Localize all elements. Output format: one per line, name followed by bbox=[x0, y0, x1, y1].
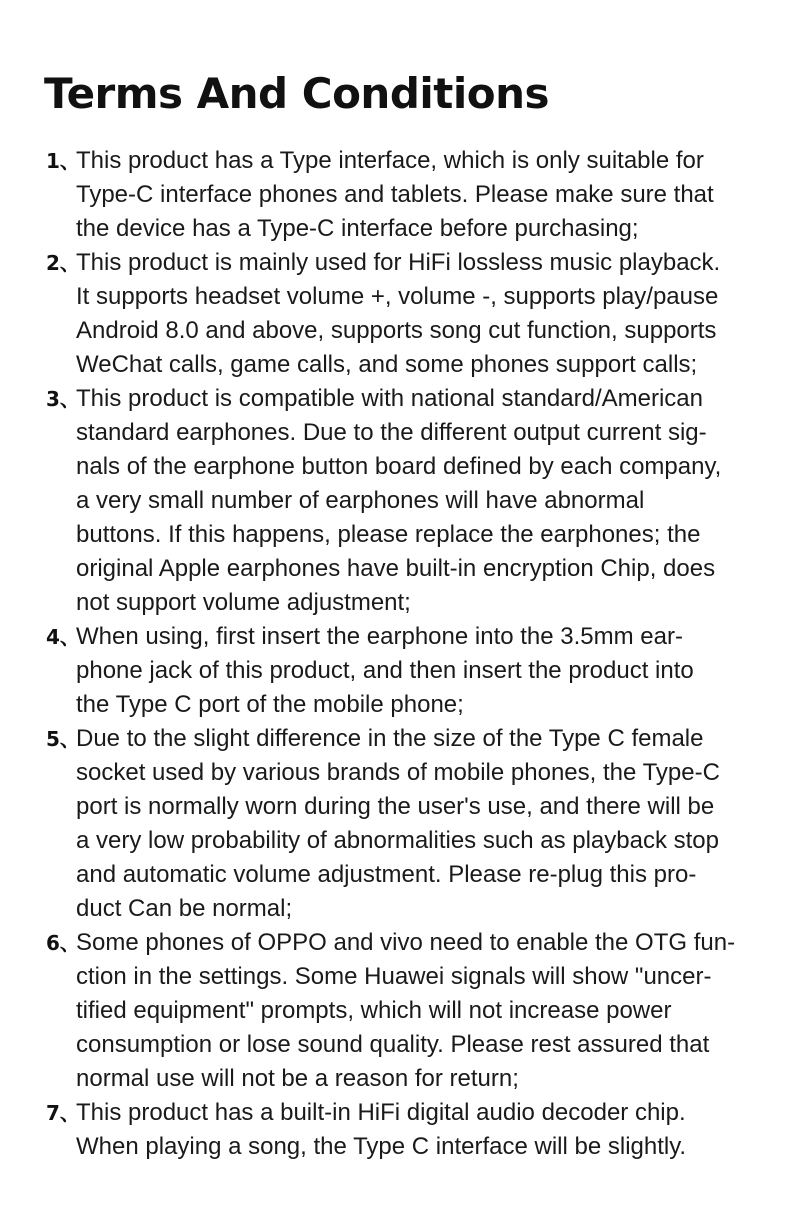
term-line: not support volume adjustment; bbox=[76, 589, 411, 616]
term-line: buttons. If this happens, please replace the earphones; the bbox=[76, 521, 701, 548]
term-line: WeChat calls, game calls, and some phones support calls; bbox=[76, 351, 698, 378]
term-number: 3、 bbox=[46, 387, 80, 411]
term-line: This product has a built-in HiFi digital audio decoder chip. bbox=[76, 1099, 686, 1126]
term-line: socket used by various brands of mobile phones, the Type-C bbox=[76, 759, 720, 786]
term-line: consumption or lose sound quality. Please rest assured that bbox=[76, 1031, 710, 1058]
term-text bbox=[76, 620, 766, 722]
term-line: This product is mainly used for HiFi lossless music playback. bbox=[76, 249, 721, 276]
term-line: When using, first insert the earphone into the 3.5mm ear- bbox=[76, 623, 683, 650]
term-line: duct Can be normal; bbox=[76, 895, 293, 922]
term-line: nals of the earphone button board defined by each company, bbox=[76, 453, 722, 480]
term-number: 7、 bbox=[46, 1101, 80, 1125]
term-number: 5、 bbox=[46, 727, 80, 751]
term-item-2 bbox=[0, 246, 790, 382]
term-text bbox=[76, 382, 766, 620]
term-line: a very low probability of abnormalities such as playback stop bbox=[76, 827, 719, 854]
term-line: This product is compatible with national standard/American bbox=[76, 385, 703, 412]
term-line: Android 8.0 and above, supports song cut function, supports bbox=[76, 317, 717, 344]
term-line: It supports headset volume +, volume -, supports play/pause bbox=[76, 283, 719, 310]
term-number: 1、 bbox=[46, 149, 80, 173]
term-item-7 bbox=[0, 1096, 790, 1164]
term-line: a very small number of earphones will have abnormal bbox=[76, 487, 645, 514]
term-line: the Type C port of the mobile phone; bbox=[76, 691, 464, 718]
term-line: Type-C interface phones and tablets. Please make sure that bbox=[76, 181, 714, 208]
term-text bbox=[76, 1096, 766, 1164]
term-text bbox=[76, 144, 766, 246]
term-line: Due to the slight difference in the size of the Type C female bbox=[76, 725, 704, 752]
page-title: Terms And Conditions bbox=[44, 69, 550, 118]
term-item-4 bbox=[0, 620, 790, 722]
term-item-5 bbox=[0, 722, 790, 926]
term-line: tified equipment" prompts, which will not increase power bbox=[76, 997, 672, 1024]
term-text bbox=[76, 722, 766, 926]
term-number: 6、 bbox=[46, 931, 80, 955]
term-line: and automatic volume adjustment. Please re-plug this pro- bbox=[76, 861, 697, 888]
term-line: This product has a Type interface, which is only suitable for bbox=[76, 147, 704, 174]
term-item-6 bbox=[0, 926, 790, 1096]
term-line: phone jack of this product, and then insert the product into bbox=[76, 657, 694, 684]
term-line: ction in the settings. Some Huawei signals will show "uncer- bbox=[76, 963, 712, 990]
term-line: port is normally worn during the user's use, and there will be bbox=[76, 793, 715, 820]
term-number: 2、 bbox=[46, 251, 80, 275]
term-text bbox=[76, 246, 766, 382]
terms-list bbox=[0, 144, 790, 1164]
term-line: normal use will not be a reason for return; bbox=[76, 1065, 519, 1092]
term-text bbox=[76, 926, 766, 1096]
term-line: the device has a Type-C interface before purchasing; bbox=[76, 215, 639, 242]
term-item-3 bbox=[0, 382, 790, 620]
term-item-1 bbox=[0, 144, 790, 246]
term-line: Some phones of OPPO and vivo need to enable the OTG fun- bbox=[76, 929, 736, 956]
term-number: 4、 bbox=[46, 625, 80, 649]
term-line: standard earphones. Due to the different output current sig- bbox=[76, 419, 707, 446]
term-line: When playing a song, the Type C interface will be slightly. bbox=[76, 1133, 687, 1160]
term-line: original Apple earphones have built-in encryption Chip, does bbox=[76, 555, 716, 582]
